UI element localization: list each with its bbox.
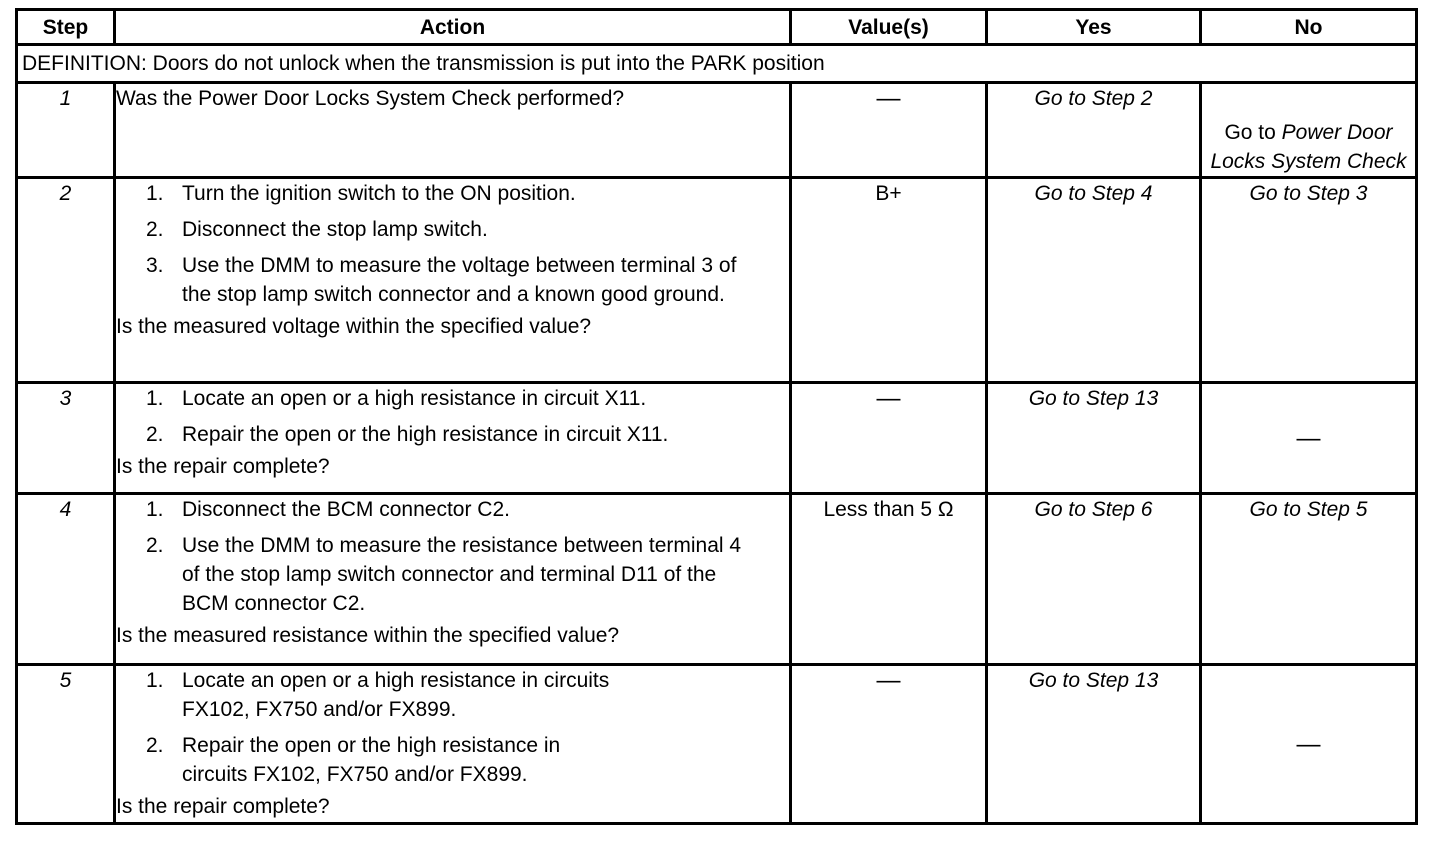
header-step: Step — [17, 10, 115, 45]
diagnostic-table — [15, 8, 1418, 825]
action-question: Is the repair complete? — [116, 455, 330, 478]
action-question: Is the measured voltage within the specified value? — [116, 315, 592, 338]
item-number: 1. — [146, 182, 164, 205]
action-item — [116, 420, 789, 449]
step-number: 4 — [17, 494, 115, 665]
action-cell — [115, 494, 791, 665]
value-cell: B+ — [791, 178, 987, 383]
action-item — [116, 495, 789, 524]
step-number: 5 — [17, 665, 115, 824]
no-cell: Go to Step 5 — [1201, 494, 1417, 665]
item-number: 3. — [146, 254, 164, 277]
table-row — [17, 83, 1417, 178]
no-cell: — — [1201, 383, 1417, 494]
value-cell: — — [791, 383, 987, 494]
yes-cell: Go to Step 2 — [987, 83, 1201, 178]
step-number: 1 — [17, 83, 115, 178]
action-item — [116, 731, 789, 789]
item-text: Repair the open or the high resistance in circuits FX102, FX750 and/or FX899. — [182, 734, 561, 786]
yes-cell: Go to Step 4 — [987, 178, 1201, 383]
item-number: 2. — [146, 218, 164, 241]
action-item — [116, 666, 789, 724]
table-row — [17, 178, 1417, 383]
item-text: Use the DMM to measure the resistance between terminal 4 of the stop lamp switch connector and terminal D11 of the BCM connector C2. — [182, 534, 742, 615]
yes-cell: Go to Step 6 — [987, 494, 1201, 665]
action-question: Was the Power Door Locks System Check performed? — [116, 87, 625, 110]
no-cell: Go to Step 3 — [1201, 178, 1417, 383]
item-number: 1. — [146, 387, 164, 410]
action-question: Is the repair complete? — [116, 795, 330, 818]
item-text: Disconnect the BCM connector C2. — [182, 498, 510, 521]
action-item — [116, 251, 789, 309]
yes-cell: Go to Step 13 — [987, 383, 1201, 494]
no-cell: — — [1201, 665, 1417, 824]
table-row — [17, 494, 1417, 665]
item-number: 2. — [146, 534, 164, 557]
action-cell — [115, 383, 791, 494]
item-text: Locate an open or a high resistance in circuits FX102, FX750 and/or FX899. — [182, 669, 610, 721]
table-row — [17, 383, 1417, 494]
item-number: 2. — [146, 423, 164, 446]
item-text: Repair the open or the high resistance in circuit X11. — [182, 423, 669, 446]
item-text: Use the DMM to measure the voltage between terminal 3 of the stop lamp switch connector and a known good ground. — [182, 254, 737, 306]
no-cell — [1201, 83, 1417, 178]
header-row — [17, 10, 1417, 45]
no-prefix: Go to — [1224, 121, 1282, 144]
yes-cell: Go to Step 13 — [987, 665, 1201, 824]
no-link-text: Power Door Locks System Check — [1210, 121, 1407, 173]
value-cell: — — [791, 83, 987, 178]
value-cell: — — [791, 665, 987, 824]
header-action: Action — [115, 10, 791, 45]
header-yes: Yes — [987, 10, 1201, 45]
header-values: Value(s) — [791, 10, 987, 45]
item-number: 2. — [146, 734, 164, 757]
action-cell — [115, 665, 791, 824]
action-question: Is the measured resistance within the specified value? — [116, 624, 620, 647]
item-number: 1. — [146, 498, 164, 521]
definition-text: DEFINITION: Doors do not unlock when the transmission is put into the PARK position — [17, 45, 1417, 83]
header-no: No — [1201, 10, 1417, 45]
action-cell — [115, 178, 791, 383]
action-item — [116, 531, 789, 618]
item-text: Turn the ignition switch to the ON position. — [182, 182, 576, 205]
definition-row — [17, 45, 1417, 83]
action-item — [116, 215, 789, 244]
action-item — [116, 179, 789, 208]
item-text: Locate an open or a high resistance in circuit X11. — [182, 387, 647, 410]
value-cell: Less than 5 Ω — [791, 494, 987, 665]
step-number: 2 — [17, 178, 115, 383]
step-number: 3 — [17, 383, 115, 494]
item-number: 1. — [146, 669, 164, 692]
table-row — [17, 665, 1417, 824]
item-text: Disconnect the stop lamp switch. — [182, 218, 488, 241]
action-item — [116, 384, 789, 413]
action-cell — [115, 83, 791, 178]
